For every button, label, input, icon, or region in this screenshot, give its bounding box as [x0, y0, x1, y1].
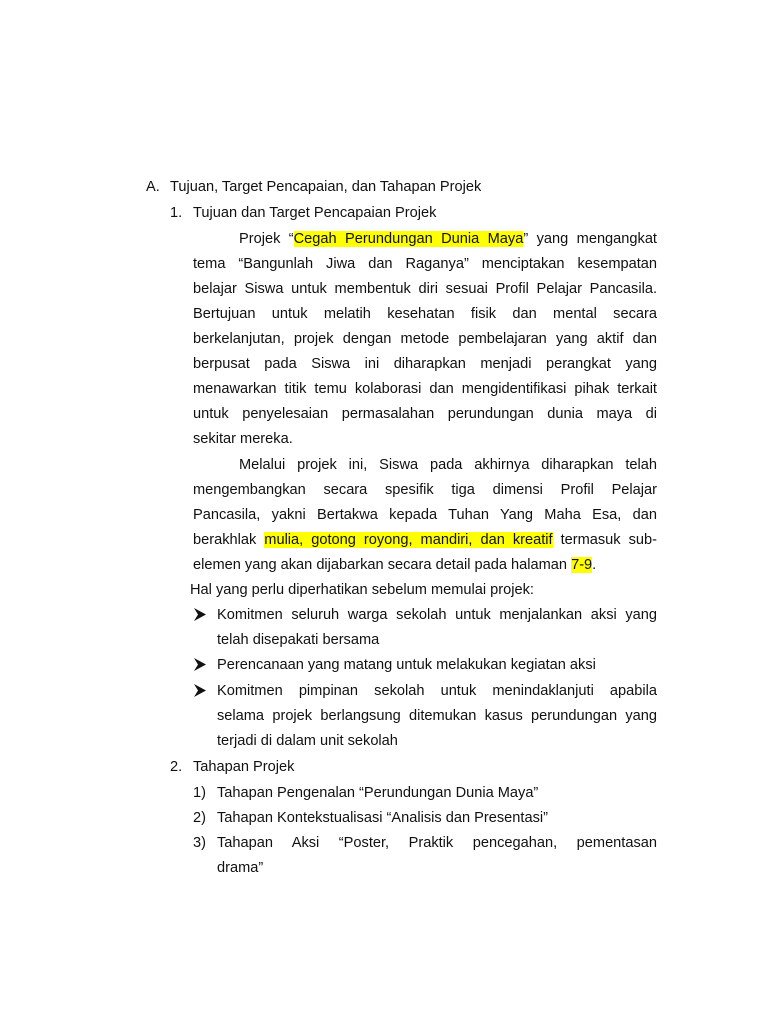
- paragraph-1-line-2: tema “Bangunlah Jiwa dan Raganya” menciptakan kesempatan: [193, 256, 657, 272]
- bullet-2-line-1: Perencanaan yang matang untuk melakukan kegiatan aksi: [217, 657, 596, 673]
- paragraph-1-line-3: belajar Siswa untuk membentuk diri sesuai Profil Pelajar Pancasila.: [193, 281, 657, 297]
- paragraph-2-line-5: elemen yang akan dijabarkan secara detail pada halaman 7-9.: [193, 557, 597, 573]
- paragraph-2-line-3: Pancasila, yakni Bertakwa kepada Tuhan Yang Maha Esa, dan: [193, 507, 657, 523]
- bullet-1-line-2: telah disepakati bersama: [217, 632, 380, 648]
- paragraph-1-line-4: Bertujuan untuk melatih kesehatan fisik dan mental secara: [193, 306, 657, 322]
- paragraph-1-line-5: berkelanjutan, projek dengan metode pembelajaran yang aktif dan: [193, 331, 657, 347]
- paragraph-2-line-4: berakhlak mulia, gotong royong, mandiri, dan kreatif termasuk sub-: [193, 532, 657, 548]
- paragraph-1-line-7: menawarkan titik temu kolaborasi dan mengidentifikasi pihak terkait: [193, 381, 657, 397]
- arrowhead-bullet-icon: [194, 608, 208, 622]
- subsection-2-marker: 2.: [170, 759, 183, 775]
- notes-intro: Hal yang perlu diperhatikan sebelum memulai projek:: [190, 582, 534, 598]
- highlighted-page-range: 7-9: [571, 557, 593, 573]
- bullet-3-line-2: selama projek berlangsung ditemukan kasus perundungan yang: [217, 708, 657, 724]
- paragraph-1-line-6: berpusat pada Siswa ini diharapkan menjadi perangkat yang: [193, 356, 657, 372]
- subsection-1-title: Tujuan dan Target Pencapaian Projek: [193, 205, 437, 221]
- subsection-1-marker: 1.: [170, 205, 183, 221]
- paragraph-1-line-9: sekitar mereka.: [193, 431, 293, 447]
- subsection-2-title: Tahapan Projek: [193, 759, 295, 775]
- highlighted-project-name: Cegah Perundungan Dunia Maya: [293, 231, 524, 247]
- step-1-text: Tahapan Pengenalan “Perundungan Dunia Maya”: [217, 785, 539, 801]
- step-3-marker: 3): [193, 835, 206, 851]
- paragraph-1-line-1: Projek “Cegah Perundungan Dunia Maya” yang mengangkat: [239, 231, 657, 247]
- paragraph-1-line-8: untuk penyelesaian permasalahan perundungan dunia maya di: [193, 406, 657, 422]
- bullet-1-line-1: Komitmen seluruh warga sekolah untuk menjalankan aksi yang: [217, 607, 657, 623]
- bullet-3-line-3: terjadi di dalam unit sekolah: [217, 733, 398, 749]
- paragraph-2-line-2: mengembangkan secara spesifik tiga dimensi Profil Pelajar: [193, 482, 657, 498]
- step-3-text-line-2: drama”: [217, 860, 264, 876]
- arrowhead-bullet-icon: [194, 684, 208, 698]
- step-1-marker: 1): [193, 785, 206, 801]
- bullet-3-line-1: Komitmen pimpinan sekolah untuk menindaklanjuti apabila: [217, 683, 657, 699]
- arrowhead-bullet-icon: [194, 658, 208, 672]
- section-title: Tujuan, Target Pencapaian, dan Tahapan Projek: [170, 179, 482, 195]
- step-3-text-line-1: Tahapan Aksi “Poster, Praktik pencegahan, pementasan: [217, 835, 657, 851]
- paragraph-2-line-1: Melalui projek ini, Siswa pada akhirnya diharapkan telah: [239, 457, 657, 473]
- step-2-text: Tahapan Kontekstualisasi “Analisis dan Presentasi”: [217, 810, 548, 826]
- highlighted-dimensions: mulia, gotong royong, mandiri, dan kreatif: [264, 532, 553, 548]
- step-2-marker: 2): [193, 810, 206, 826]
- section-marker: A.: [146, 179, 160, 195]
